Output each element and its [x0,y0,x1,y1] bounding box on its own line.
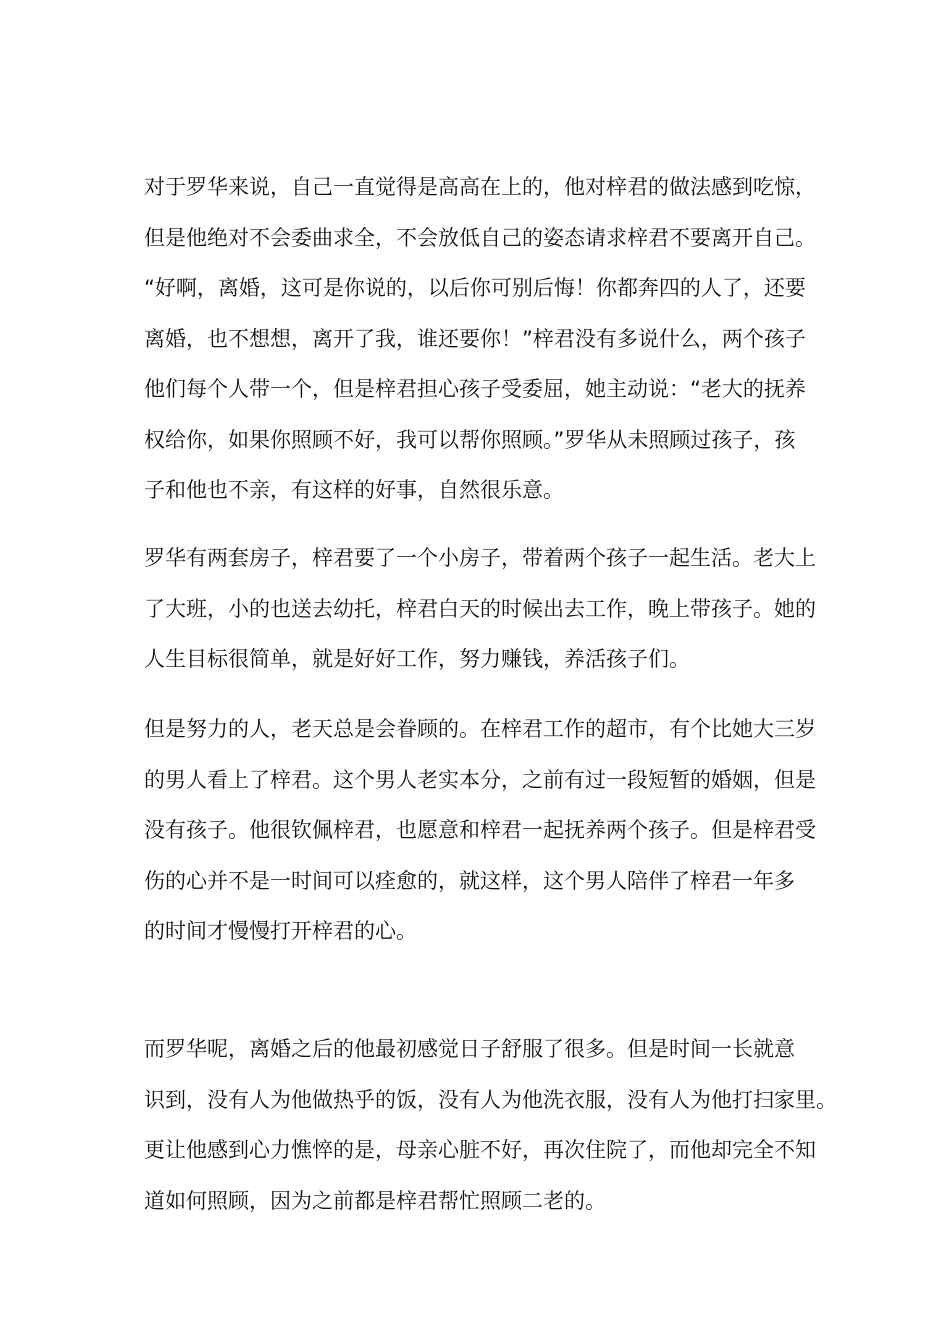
paragraph-line: 他们每个人带一个，但是梓君担心孩子受委屈，她主动说：“老大的抚养 [144,377,806,401]
paragraph-line: 子和他也不亲，有这样的好事，自然很乐意。 [144,478,564,502]
paragraph-4 [144,1024,837,1226]
paragraph-line: 对于罗华来说，自己一直觉得是高高在上的，他对梓君的做法感到吃惊， [144,175,816,199]
paragraph-line: 没有孩子。他很钦佩梓君，也愿意和梓君一起抚养两个孩子。但是梓君受 [144,818,816,842]
paragraph-line: 离婚，也不想想，离开了我，谁还要你！”梓君没有多说什么，两个孩子 [144,326,806,351]
paragraph-line: 权给你，如果你照顾不好，我可以帮你照顾。”罗华从未照顾过孩子，孩 [144,427,796,452]
paragraph-3 [144,704,824,957]
paragraph-line: 更让他感到心力憔悴的是，母亲心脏不好，再次住院了，而他却完全不知 [144,1138,816,1162]
paragraph-line: 但是他绝对不会委曲求全，不会放低自己的姿态请求梓君不要离开自己。 [144,225,816,250]
paragraph-1 [144,162,824,516]
paragraph-line: 但是努力的人，老天总是会眷顾的。在梓君工作的超市，有个比她大三岁 [144,717,816,741]
paragraph-line: “好啊，离婚，这可是你说的，以后你可别后悔！你都奔四的人了，还要 [144,276,806,300]
paragraph-line: 了大班，小的也送去幼托，梓君白天的时候出去工作，晚上带孩子。她的 [144,596,816,621]
paragraph-line: 道如何照顾，因为之前都是梓君帮忙照顾二老的。 [144,1188,606,1213]
paragraph-line: 的男人看上了梓君。这个男人老实本分，之前有过一段短暂的婚姻，但是 [144,767,816,792]
paragraph-line: 的时间才慢慢打开梓君的心。 [144,919,417,943]
paragraph-line: 识到，没有人为他做热乎的饭，没有人为他洗衣服，没有人为他打扫家里。 [144,1087,837,1112]
paragraph-line: 伤的心并不是一时间可以痊愈的，就这样，这个男人陪伴了梓君一年多 [144,868,795,893]
paragraph-line: 而罗华呢，离婚之后的他最初感觉日子舒服了很多。但是时间一长就意 [144,1037,795,1061]
paragraph-line: 人生目标很简单，就是好好工作，努力赚钱，养活孩子们。 [144,647,690,671]
paragraph-line: 罗华有两套房子，梓君要了一个小房子，带着两个孩子一起生活。老大上 [144,546,816,570]
paragraph-2 [144,533,824,685]
